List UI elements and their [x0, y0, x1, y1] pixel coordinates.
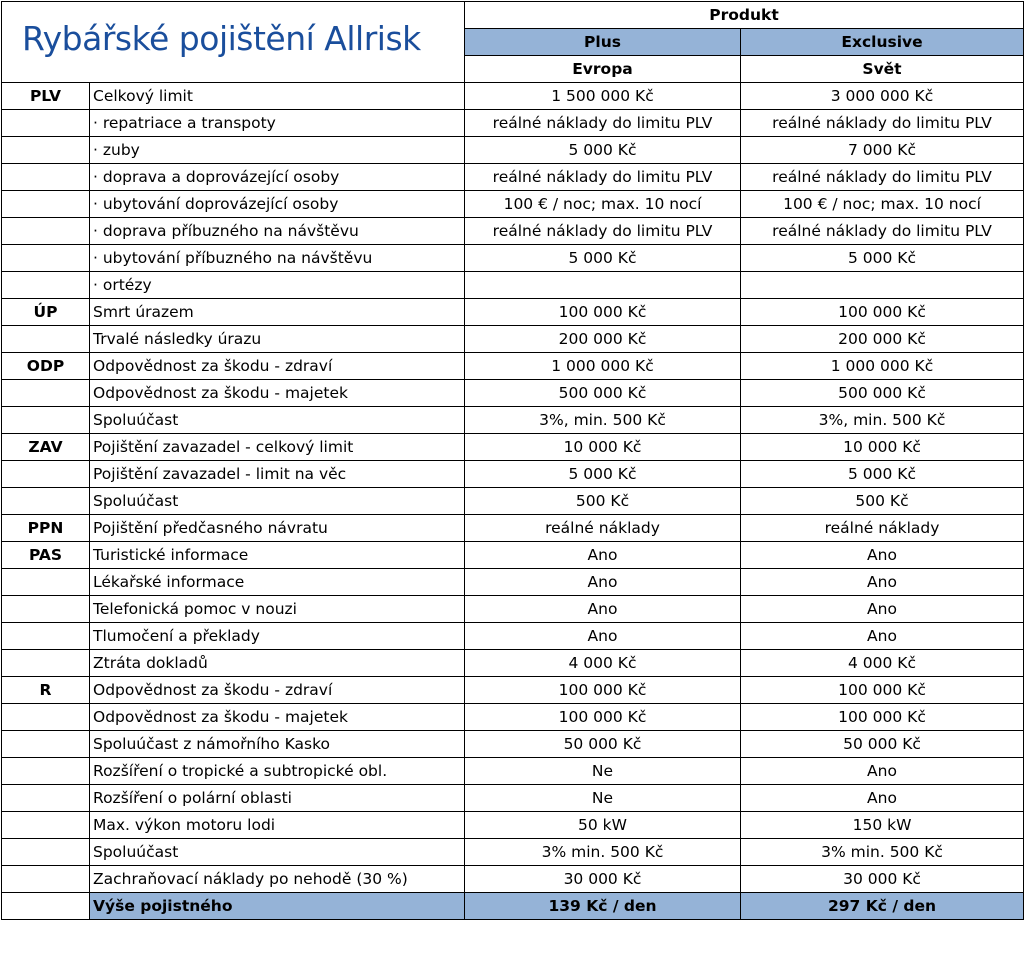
value-exclusive: 10 000 Kč — [741, 434, 1024, 461]
table-row — [2, 434, 1024, 461]
title-cell — [2, 2, 465, 83]
premium-exclusive: 297 Kč / den — [741, 893, 1024, 920]
table-row — [2, 83, 1024, 110]
value-exclusive: 5 000 Kč — [741, 245, 1024, 272]
coverage-code — [2, 623, 90, 650]
value-plus: reálné náklady do limitu PLV — [465, 164, 741, 191]
value-exclusive: 7 000 Kč — [741, 137, 1024, 164]
table-row — [2, 785, 1024, 812]
coverage-code — [2, 164, 90, 191]
coverage-code — [2, 488, 90, 515]
value-exclusive: 30 000 Kč — [741, 866, 1024, 893]
value-plus: Ne — [465, 785, 741, 812]
coverage-item: Odpovědnost za škodu - majetek — [90, 704, 465, 731]
table-row — [2, 839, 1024, 866]
coverage-item: Rozšíření o polární oblasti — [90, 785, 465, 812]
coverage-code: R — [2, 677, 90, 704]
table-row — [2, 704, 1024, 731]
table-row — [2, 218, 1024, 245]
value-plus: 3% min. 500 Kč — [465, 839, 741, 866]
coverage-code — [2, 218, 90, 245]
value-plus: Ano — [465, 596, 741, 623]
coverage-item: Tlumočení a překlady — [90, 623, 465, 650]
coverage-item: Rozšíření o tropické a subtropické obl. — [90, 758, 465, 785]
coverage-item: Ztráta dokladů — [90, 650, 465, 677]
coverage-item: · doprava příbuzného na návštěvu — [90, 218, 465, 245]
coverage-code — [2, 731, 90, 758]
table-row — [2, 488, 1024, 515]
value-plus: 100 000 Kč — [465, 299, 741, 326]
plan-region-exclusive: Svět — [741, 56, 1024, 83]
value-exclusive: Ano — [741, 542, 1024, 569]
value-exclusive: 100 000 Kč — [741, 677, 1024, 704]
coverage-item: Odpovědnost za škodu - majetek — [90, 380, 465, 407]
coverage-code — [2, 272, 90, 299]
coverage-item: Odpovědnost za škodu - zdraví — [90, 677, 465, 704]
value-exclusive: 500 000 Kč — [741, 380, 1024, 407]
coverage-code: PAS — [2, 542, 90, 569]
insurance-table-page — [0, 1, 1024, 954]
value-plus: 5 000 Kč — [465, 137, 741, 164]
value-plus: 100 000 Kč — [465, 704, 741, 731]
coverage-code: PPN — [2, 515, 90, 542]
coverage-item: · ubytování příbuzného na návštěvu — [90, 245, 465, 272]
coverage-item: Spoluúčast — [90, 488, 465, 515]
coverage-item: Pojištění zavazadel - celkový limit — [90, 434, 465, 461]
value-exclusive: Ano — [741, 569, 1024, 596]
value-plus: Ne — [465, 758, 741, 785]
coverage-code — [2, 785, 90, 812]
coverage-code — [2, 245, 90, 272]
table-row — [2, 812, 1024, 839]
table-row — [2, 299, 1024, 326]
table-row — [2, 866, 1024, 893]
coverage-code — [2, 569, 90, 596]
coverage-code — [2, 407, 90, 434]
value-exclusive: 5 000 Kč — [741, 461, 1024, 488]
coverage-code: ÚP — [2, 299, 90, 326]
coverage-code — [2, 326, 90, 353]
table-row — [2, 515, 1024, 542]
coverage-code — [2, 839, 90, 866]
coverage-code — [2, 380, 90, 407]
value-plus: 3%, min. 500 Kč — [465, 407, 741, 434]
table-row — [2, 272, 1024, 299]
coverage-item: · zuby — [90, 137, 465, 164]
value-exclusive: 3%, min. 500 Kč — [741, 407, 1024, 434]
value-plus — [465, 272, 741, 299]
value-exclusive: 500 Kč — [741, 488, 1024, 515]
coverage-item: Zachraňovací náklady po nehodě (30 %) — [90, 866, 465, 893]
value-exclusive: reálné náklady do limitu PLV — [741, 164, 1024, 191]
table-row — [2, 380, 1024, 407]
coverage-code — [2, 650, 90, 677]
table-row — [2, 542, 1024, 569]
value-plus: 5 000 Kč — [465, 461, 741, 488]
value-exclusive: 100 000 Kč — [741, 704, 1024, 731]
value-exclusive: 1 000 000 Kč — [741, 353, 1024, 380]
value-exclusive: Ano — [741, 596, 1024, 623]
value-exclusive: reálné náklady do limitu PLV — [741, 218, 1024, 245]
coverage-code — [2, 596, 90, 623]
value-plus: 4 000 Kč — [465, 650, 741, 677]
coverage-code — [2, 812, 90, 839]
value-exclusive: 3% min. 500 Kč — [741, 839, 1024, 866]
value-plus: Ano — [465, 542, 741, 569]
coverage-item: · ortézy — [90, 272, 465, 299]
coverage-code — [2, 461, 90, 488]
value-plus: 10 000 Kč — [465, 434, 741, 461]
value-exclusive: 4 000 Kč — [741, 650, 1024, 677]
table-row — [2, 758, 1024, 785]
table-row — [2, 407, 1024, 434]
value-plus: 50 000 Kč — [465, 731, 741, 758]
value-exclusive — [741, 272, 1024, 299]
coverage-item: Lékařské informace — [90, 569, 465, 596]
value-exclusive: Ano — [741, 623, 1024, 650]
premium-label: Výše pojistného — [90, 893, 465, 920]
coverage-item: Spoluúčast z námořního Kasko — [90, 731, 465, 758]
table-row — [2, 353, 1024, 380]
coverage-code — [2, 866, 90, 893]
page-title: Rybářské pojištění Allrisk — [22, 19, 421, 58]
value-exclusive: 100 000 Kč — [741, 299, 1024, 326]
coverage-code — [2, 110, 90, 137]
coverage-table — [1, 1, 1024, 920]
coverage-item: Telefonická pomoc v nouzi — [90, 596, 465, 623]
coverage-item: Pojištění předčasného návratu — [90, 515, 465, 542]
value-plus: 100 000 Kč — [465, 677, 741, 704]
value-exclusive: Ano — [741, 758, 1024, 785]
coverage-code — [2, 191, 90, 218]
value-plus: 200 000 Kč — [465, 326, 741, 353]
value-plus: reálné náklady — [465, 515, 741, 542]
plan-name-exclusive: Exclusive — [741, 29, 1024, 56]
table-row — [2, 191, 1024, 218]
premium-plus: 139 Kč / den — [465, 893, 741, 920]
value-plus: reálné náklady do limitu PLV — [465, 218, 741, 245]
coverage-item: Smrt úrazem — [90, 299, 465, 326]
value-exclusive: 150 kW — [741, 812, 1024, 839]
coverage-item: Pojištění zavazadel - limit na věc — [90, 461, 465, 488]
value-plus: Ano — [465, 569, 741, 596]
value-plus: 1 000 000 Kč — [465, 353, 741, 380]
table-row — [2, 326, 1024, 353]
table-row — [2, 461, 1024, 488]
value-plus: 500 Kč — [465, 488, 741, 515]
table-row — [2, 731, 1024, 758]
value-exclusive: reálné náklady do limitu PLV — [741, 110, 1024, 137]
coverage-item: Trvalé následky úrazu — [90, 326, 465, 353]
value-plus: reálné náklady do limitu PLV — [465, 110, 741, 137]
premium-row — [2, 893, 1024, 920]
coverage-item: · repatriace a transpoty — [90, 110, 465, 137]
value-plus: 100 € / noc; max. 10 nocí — [465, 191, 741, 218]
value-plus: 30 000 Kč — [465, 866, 741, 893]
value-exclusive: 3 000 000 Kč — [741, 83, 1024, 110]
coverage-code: PLV — [2, 83, 90, 110]
coverage-item: Turistické informace — [90, 542, 465, 569]
coverage-code — [2, 137, 90, 164]
value-exclusive: 200 000 Kč — [741, 326, 1024, 353]
table-row — [2, 677, 1024, 704]
value-plus: Ano — [465, 623, 741, 650]
coverage-item: · ubytování doprovázející osoby — [90, 191, 465, 218]
coverage-code: ZAV — [2, 434, 90, 461]
table-row — [2, 164, 1024, 191]
value-plus: 500 000 Kč — [465, 380, 741, 407]
premium-code-empty — [2, 893, 90, 920]
coverage-code — [2, 758, 90, 785]
value-exclusive: 100 € / noc; max. 10 nocí — [741, 191, 1024, 218]
table-row — [2, 110, 1024, 137]
coverage-code — [2, 704, 90, 731]
coverage-item: · doprava a doprovázející osoby — [90, 164, 465, 191]
coverage-item: Odpovědnost za škodu - zdraví — [90, 353, 465, 380]
value-plus: 1 500 000 Kč — [465, 83, 741, 110]
coverage-item: Max. výkon motoru lodi — [90, 812, 465, 839]
table-row — [2, 596, 1024, 623]
header-row-product — [2, 2, 1024, 29]
table-row — [2, 137, 1024, 164]
plan-region-plus: Evropa — [465, 56, 741, 83]
table-row — [2, 623, 1024, 650]
table-row — [2, 650, 1024, 677]
value-plus: 5 000 Kč — [465, 245, 741, 272]
coverage-code: ODP — [2, 353, 90, 380]
value-exclusive: 50 000 Kč — [741, 731, 1024, 758]
table-row — [2, 245, 1024, 272]
product-header: Produkt — [465, 2, 1024, 29]
value-plus: 50 kW — [465, 812, 741, 839]
plan-name-plus: Plus — [465, 29, 741, 56]
coverage-item: Spoluúčast — [90, 407, 465, 434]
table-row — [2, 569, 1024, 596]
coverage-item: Spoluúčast — [90, 839, 465, 866]
value-exclusive: Ano — [741, 785, 1024, 812]
value-exclusive: reálné náklady — [741, 515, 1024, 542]
coverage-item: Celkový limit — [90, 83, 465, 110]
